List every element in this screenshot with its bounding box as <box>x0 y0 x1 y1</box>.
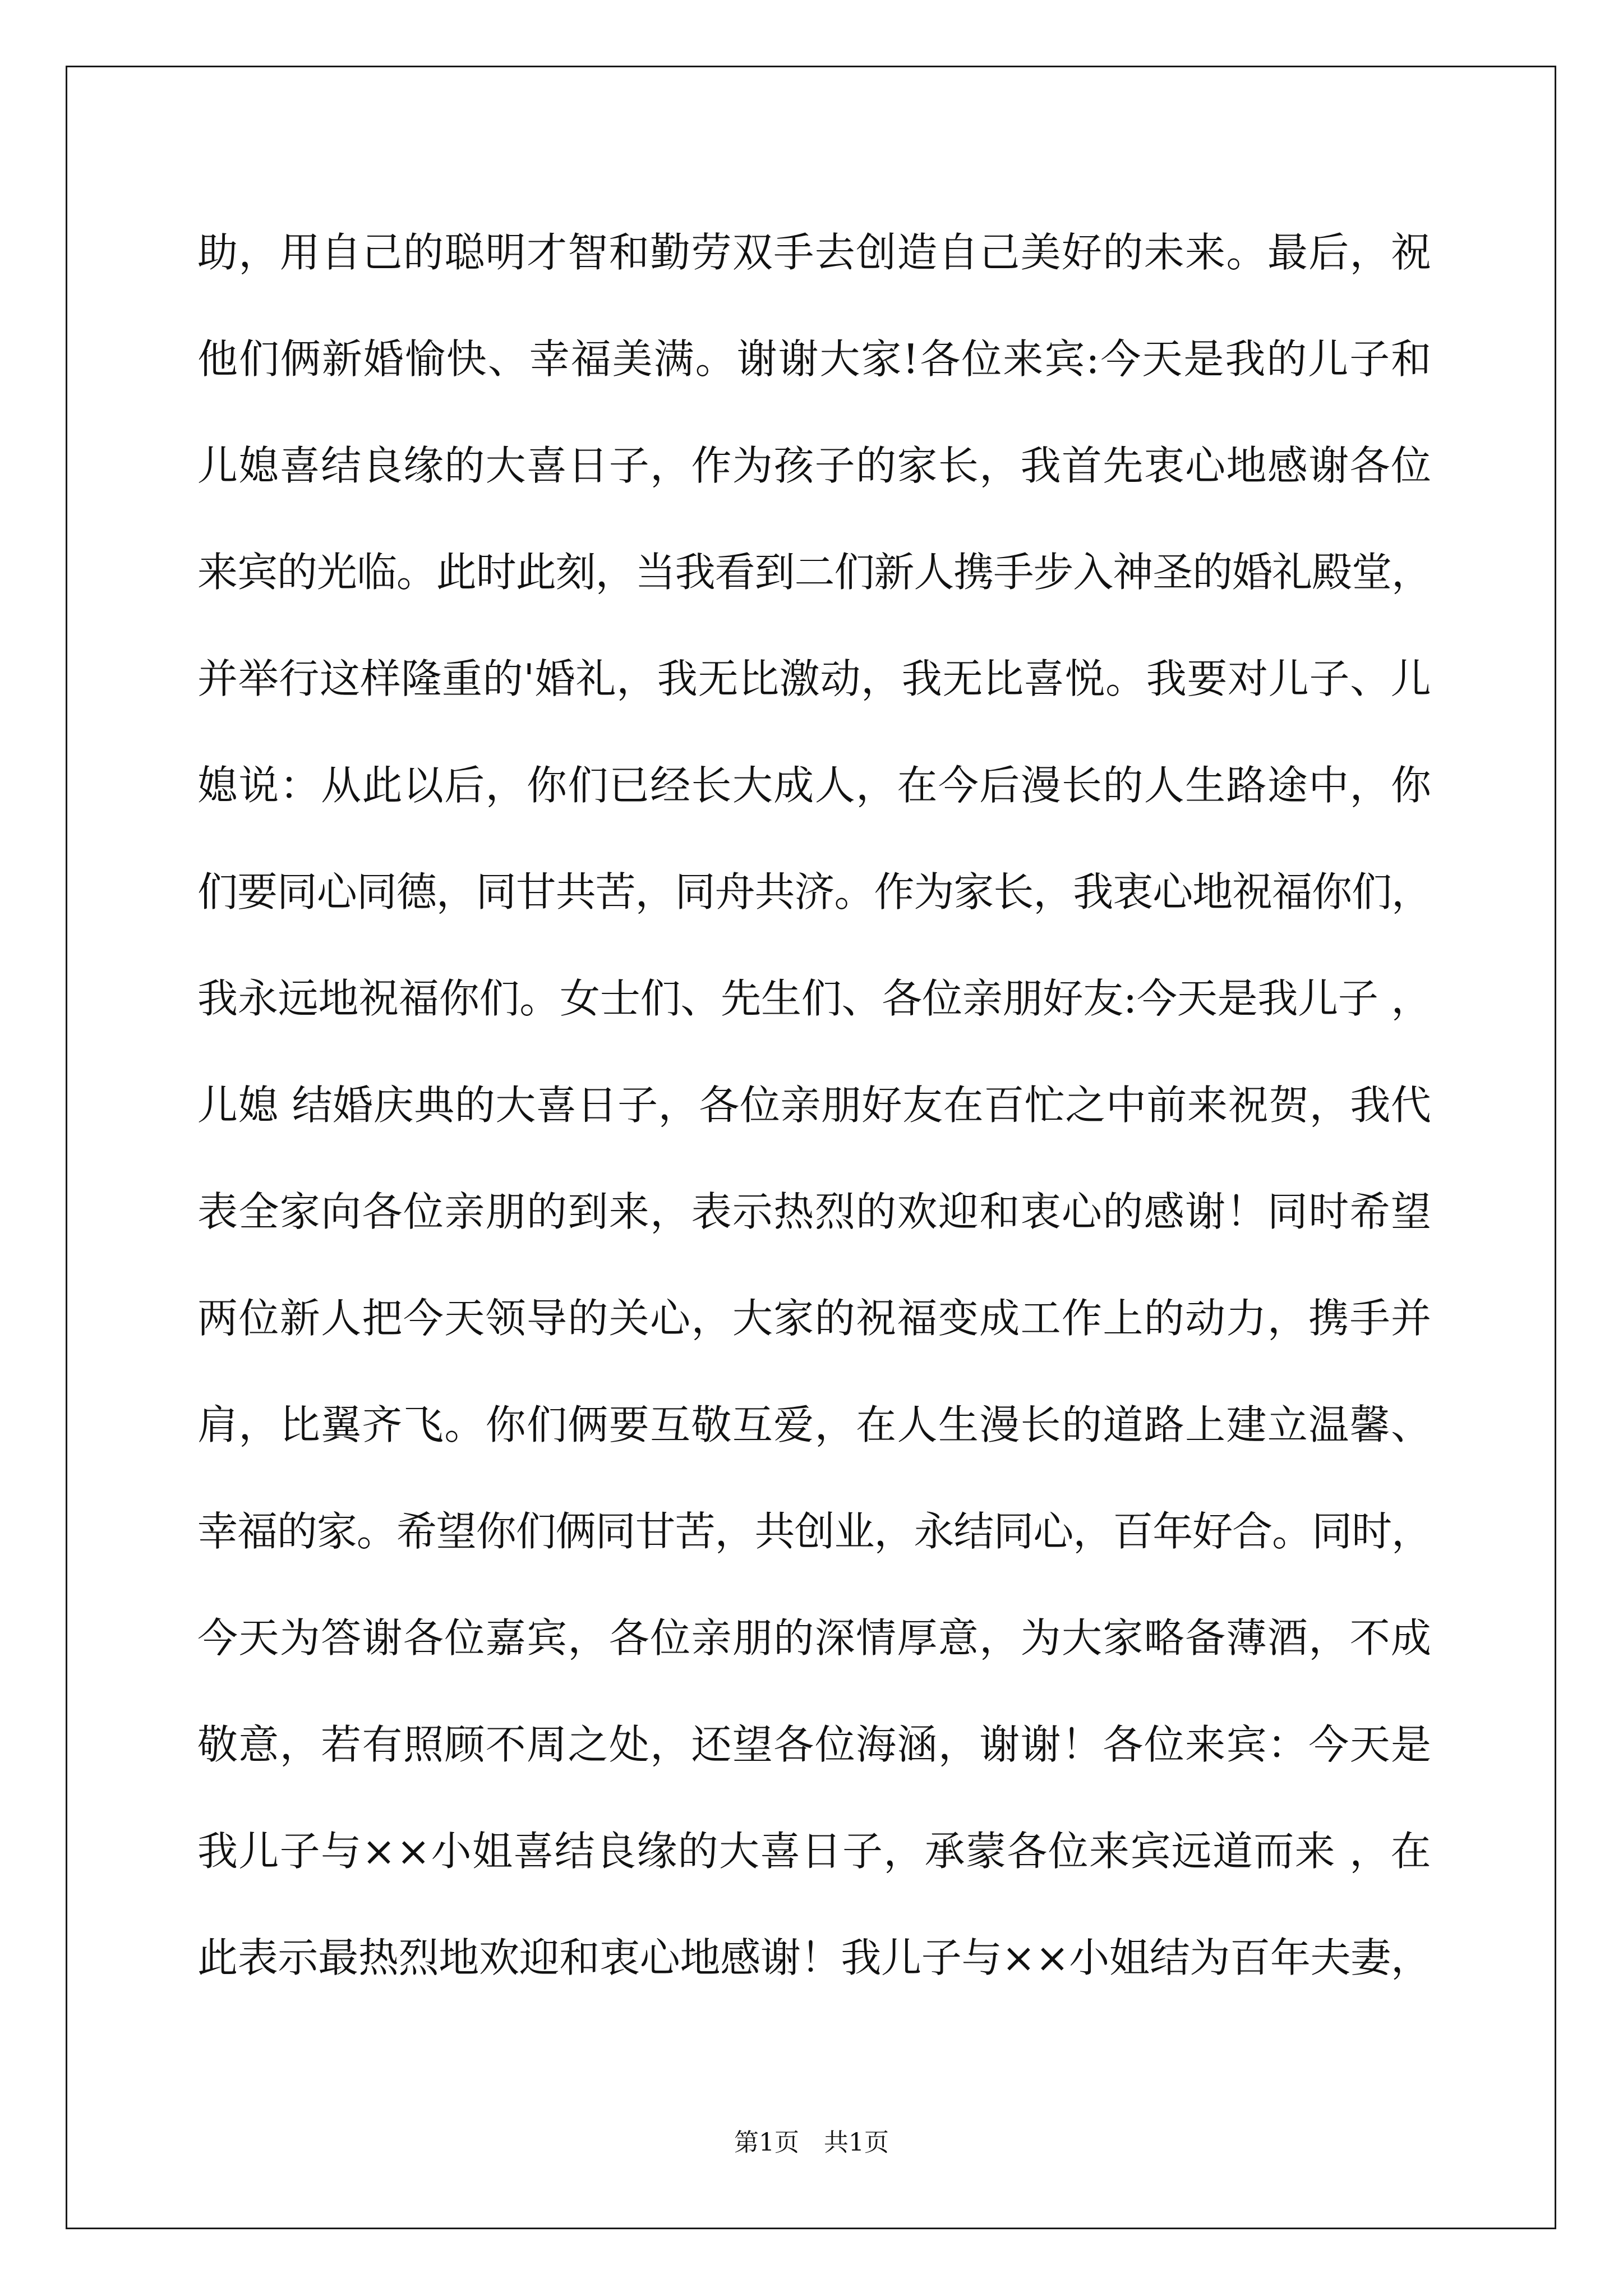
text-line: 儿媳 结婚庆典的大喜日子，各位亲朋好友在百忙之中前来祝贺，我代 <box>197 1082 1432 1129</box>
text-line: 他们俩新婚愉快、幸福美满。谢谢大家!各位来宾:今天是我的儿子和 <box>197 335 1433 383</box>
text-line: 儿媳喜结良缘的大喜日子，作为孩子的家长，我首先衷心地感谢各位 <box>197 442 1432 489</box>
page-number-footer: 第1页 共1页 <box>734 2128 889 2157</box>
text-line: 表全家向各位亲朋的到来，表示热烈的欢迎和衷心的感谢！同时希望 <box>197 1188 1432 1235</box>
text-line: 肩，比翼齐飞。你们俩要互敬互爱，在人生漫长的道路上建立温馨、 <box>197 1401 1432 1448</box>
text-line: 并举行这样隆重的'婚礼，我无比激动，我无比喜悦。我要对儿子、儿 <box>197 655 1432 702</box>
text-line: 幸福的家。希望你们俩同甘苦，共创业，永结同心，百年好合。同时， <box>197 1508 1432 1555</box>
text-line: 助，用自己的聪明才智和勤劳双手去创造自己美好的未来。最后，祝 <box>197 229 1432 276</box>
text-line: 此表示最热烈地欢迎和衷心地感谢！我儿子与××小姐结为百年夫妻， <box>197 1934 1431 1981</box>
text-line: 媳说：从此以后，你们已经长大成人，在今后漫长的人生路途中，你 <box>197 762 1432 809</box>
text-line: 我儿子与××小姐喜结良缘的大喜日子，承蒙各位来宾远道而来 ，在 <box>197 1828 1432 1875</box>
document-body <box>197 199 1431 2011</box>
text-line: 我永远地祝福你们。女士们、先生们、各位亲朋好友:今天是我儿子 ， <box>197 975 1432 1022</box>
text-line: 来宾的光临。此时此刻，当我看到二们新人携手步入神圣的婚礼殿堂， <box>197 549 1432 596</box>
text-line: 今天为答谢各位嘉宾，各位亲朋的深情厚意，为大家略备薄酒，不成 <box>197 1614 1432 1662</box>
text-line: 们要同心同德，同甘共苦，同舟共济。作为家长，我衷心地祝福你们， <box>197 868 1432 915</box>
text-line: 敬意，若有照顾不周之处，还望各位海涵，谢谢！各位来宾：今天是 <box>197 1721 1432 1768</box>
text-line: 两位新人把今天领导的关心，大家的祝福变成工作上的动力，携手并 <box>197 1295 1432 1342</box>
